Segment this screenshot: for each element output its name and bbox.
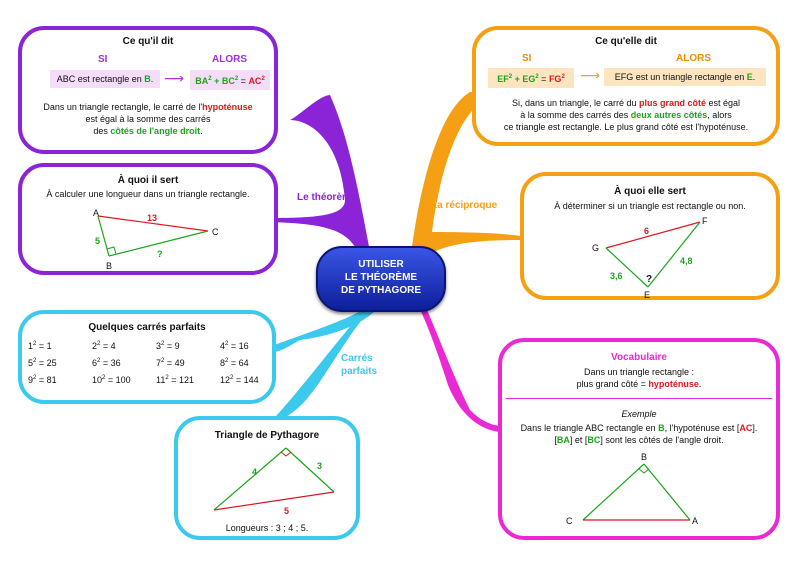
- box-vocabulaire: [498, 338, 780, 540]
- voc-hypotenuse: hypoténuse: [648, 379, 699, 389]
- label-c: C: [212, 227, 219, 237]
- label-b: B: [106, 261, 113, 271]
- perfect-square: $5^2 = 25$: [28, 358, 57, 368]
- ce-quelle-dit-body: Si, dans un triangle, le carré du plus grand côté est égal à la somme des carrés des deux autres côtés, alors ce triangle est rectangle. Le plus grand côté est l'hypoténuse.: [478, 97, 774, 133]
- branch-label-theoreme: Le théorème: [297, 192, 357, 203]
- condition-pill: ABC est rectangle en B.: [50, 70, 160, 88]
- length-ac: 13: [147, 213, 158, 223]
- condition-text: ABC est rectangle en: [56, 74, 145, 84]
- concl-bc: + BC: [211, 76, 235, 86]
- deux-autres-cotes: deux autres côtés: [630, 110, 708, 120]
- vocabulaire-definition: Dans un triangle rectangle : plus grand côté = hypoténuse.: [502, 366, 776, 390]
- exemple-text: Dans le triangle ABC rectangle en B, l'hypoténuse est [AC]. [BA] et [BC] sont les côtés de l'angle droit.: [520, 423, 758, 445]
- label-f: F: [702, 216, 708, 226]
- label-a: A: [93, 208, 100, 218]
- a-quoi-il-sert-desc: À calculer une longueur dans un triangle rectangle.: [46, 189, 250, 199]
- concl-ac: $AC^2$: [248, 76, 265, 86]
- perfect-square: $6^2 = 36$: [92, 358, 121, 368]
- box-a-quoi-il-sert: [18, 163, 278, 275]
- perfect-square: $3^2 = 9$: [156, 341, 180, 351]
- arrow-icon-reciproque: ⟶: [580, 67, 601, 83]
- alors-label-reciproque: ALORS: [676, 53, 711, 64]
- perfect-square: $2^2 = 4$: [92, 341, 116, 351]
- label-g: G: [592, 243, 600, 253]
- length-ab: 5: [95, 236, 101, 246]
- perfect-square: $11^2 = 121$: [156, 375, 194, 385]
- box-ce-quil-dit: [18, 26, 278, 154]
- si-label-reciproque: SI: [522, 53, 532, 64]
- ce-quelle-dit-title: Ce qu'elle dit: [595, 36, 657, 47]
- ce-quil-dit-body: Dans un triangle rectangle, le carré de l'hypoténuse est égal à la somme des carrés des côtés de l'angle droit.: [26, 101, 270, 137]
- body-line-2: est égal à la somme des carrés: [85, 114, 211, 124]
- perfect-square: $8^2 = 64$: [220, 358, 249, 368]
- conclusion-pill: $BA^2 + BC^2 = AC^2$: [190, 70, 270, 90]
- conclusion-pill-reciproque: EFG est un triangle rectangle en E.: [604, 68, 766, 86]
- branch-vocabulaire: [418, 305, 500, 432]
- alors-label: ALORS: [212, 54, 247, 65]
- a-quoi-elle-sert-title: À quoi elle sert: [614, 186, 686, 197]
- condition-letter: B: [144, 74, 151, 84]
- ex-label-a: A: [692, 516, 699, 526]
- ce-quil-dit-title: Ce qu'il dit: [122, 36, 174, 47]
- length-gf: 6: [644, 226, 650, 236]
- triangle-pythagore-title: Triangle de Pythagore: [214, 430, 320, 441]
- length-ef: 4,8: [680, 256, 693, 266]
- side-3: 3: [317, 461, 323, 471]
- center-node: [316, 246, 446, 312]
- label-e: E: [644, 290, 651, 300]
- perfect-square: $9^2 = 81$: [28, 375, 57, 385]
- concl-eq: =: [238, 76, 249, 86]
- plus-grand-cote: plus grand côté: [639, 98, 707, 108]
- exemple-label: Exemple: [621, 409, 657, 419]
- perfect-square: $1^2 = 1$: [28, 341, 52, 351]
- condition-pill-reciproque: $EF^2 + EG^2 = FG^2$: [488, 68, 574, 88]
- branch-label-reciproque: La réciproque: [431, 200, 498, 211]
- arrow-icon: ⟶: [164, 70, 185, 86]
- perfect-square: $12^2 = 144$: [220, 375, 259, 385]
- unknown-angle: ?: [646, 274, 653, 285]
- length-ge: 3,6: [610, 271, 623, 281]
- branch-label-carres: [341, 352, 377, 378]
- a-quoi-elle-sert-desc: À déterminer si un triangle est rectangle ou non.: [554, 201, 746, 211]
- branch-label-carres-2: parfaits: [341, 366, 378, 377]
- side-4: 4: [252, 467, 258, 477]
- length-bc: ?: [157, 249, 163, 259]
- cotes-angle-droit: côtés de l'angle droit: [110, 126, 201, 136]
- voc-line-1: Dans un triangle rectangle :: [583, 367, 695, 377]
- ex-label-b: B: [641, 452, 648, 462]
- vocabulaire-title: Vocabulaire: [611, 352, 667, 363]
- perfect-square: $7^2 = 49$: [156, 358, 185, 368]
- conclusion-letter-e: E: [746, 72, 753, 82]
- carres-title: Quelques carrés parfaits: [88, 322, 206, 333]
- concl-ba: $BA^2$: [195, 76, 212, 86]
- si-label: SI: [98, 54, 108, 65]
- center-line-3: DE PYTHAGORE: [340, 285, 421, 296]
- box-carres-parfaits: [18, 310, 276, 404]
- body-line-3-reciproque: ce triangle est rectangle. Le plus grand côté est l'hypoténuse.: [503, 122, 749, 132]
- branch-theoreme: [270, 95, 372, 262]
- center-line-2: LE THÉORÈME: [344, 272, 418, 283]
- center-line-1: UTILISER: [358, 259, 404, 270]
- side-5: 5: [284, 506, 290, 516]
- ex-label-c: C: [566, 516, 573, 526]
- a-quoi-il-sert-title: À quoi il sert: [117, 175, 179, 186]
- perfect-square: $4^2 = 16$: [220, 341, 249, 351]
- hypotenuse-word: hypoténuse: [202, 102, 253, 112]
- branch-label-carres-1: Carrés: [341, 353, 373, 364]
- triangle-lengths: Longueurs : 3 ; 4 ; 5.: [225, 523, 309, 533]
- triangle-abc-example: [498, 338, 780, 540]
- box-a-quoi-elle-sert: [520, 172, 780, 300]
- perfect-square: $10^2 = 100$: [92, 375, 131, 385]
- box-triangle-pythagore: [174, 416, 360, 540]
- box-ce-quelle-dit: [472, 26, 780, 146]
